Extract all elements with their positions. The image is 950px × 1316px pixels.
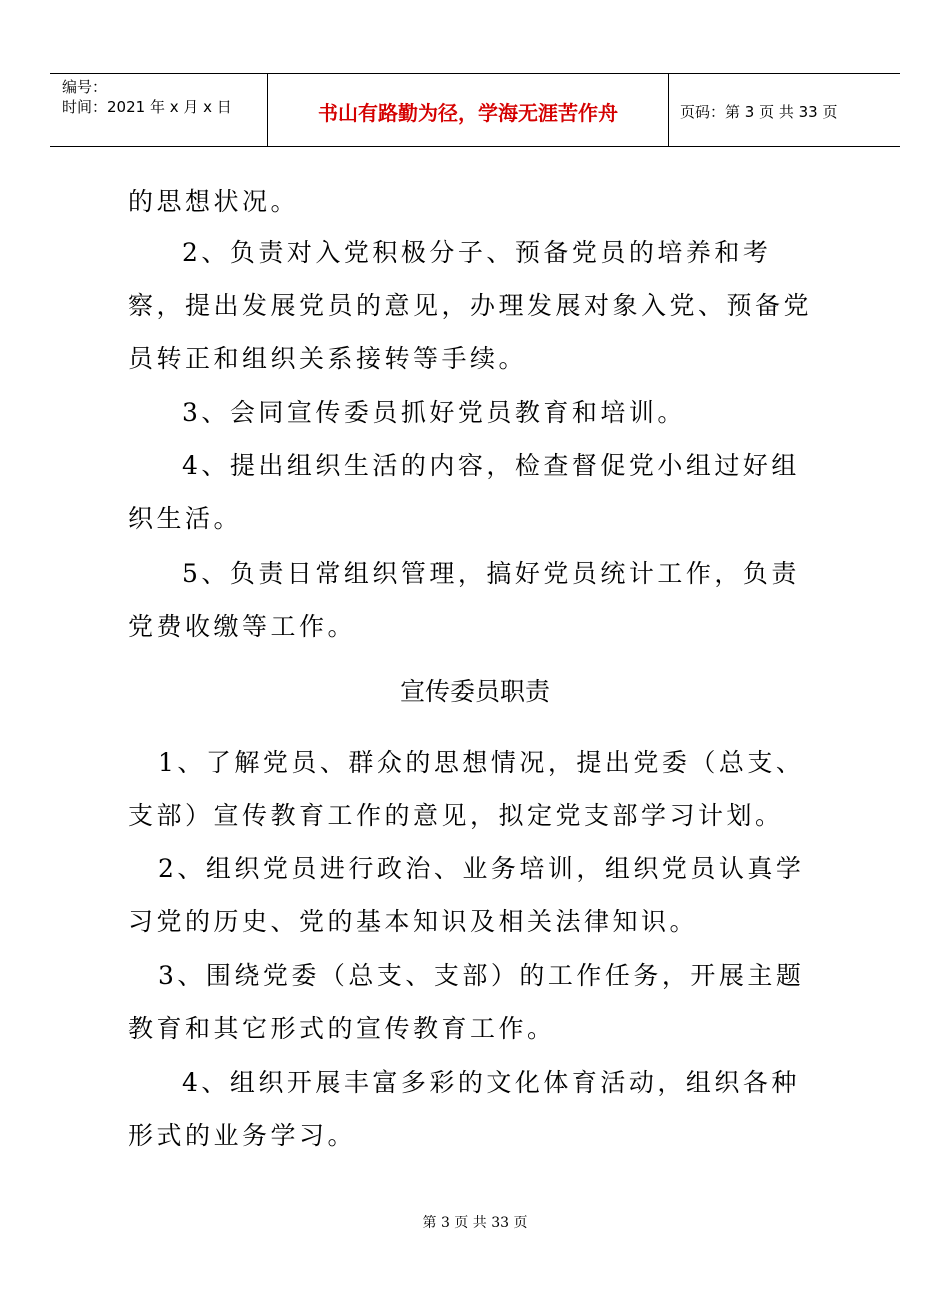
- page-footer: 第 3 页 共 33 页: [422, 1215, 528, 1231]
- section-paragraph-2: 2、组织党员进行政治、业务培训，组织党员认真学习党的历史、党的基本知识及相关法律知识。: [128, 854, 805, 936]
- paragraph-item-4: 4、提出组织生活的内容，检查督促党小组过好组织生活。: [128, 451, 800, 533]
- document-code-label: 编号：: [62, 78, 108, 96]
- document-time-label: 时间：2021 年 x 月 x 日: [62, 98, 232, 116]
- paragraph-continuation: 的思想状况。: [128, 187, 300, 216]
- header-meta: [62, 77, 232, 117]
- paragraph-item-5: 5、负责日常组织管理，搞好党员统计工作，负责党费收缴等工作。: [128, 559, 800, 641]
- header-bottom-rule: [50, 146, 900, 147]
- header-page-number: 页码：第 3 页 共 33 页: [680, 103, 838, 121]
- section-paragraph-4: 4、组织开展丰富多彩的文化体育活动，组织各种形式的业务学习。: [128, 1068, 800, 1150]
- section-paragraph-3: 3、围绕党委（总支、支部）的工作任务，开展主题教育和其它形式的宣传教育工作。: [128, 961, 805, 1043]
- header-motto: 书山有路勤为径，学海无涯苦作舟: [318, 101, 618, 125]
- section-paragraph-1: 1、了解党员、群众的思想情况，提出党委（总支、支部）宣传教育工作的意见，拟定党支部学习计划。: [128, 748, 805, 830]
- header-top-rule: [50, 73, 900, 74]
- paragraph-item-3: 3、会同宣传委员抓好党员教育和培训。: [182, 398, 686, 427]
- header-divider-right: [668, 74, 669, 146]
- section-title: 宣传委员职责: [399, 677, 550, 706]
- paragraph-item-2: 2、负责对入党积极分子、预备党员的培养和考察，提出发展党员的意见，办理发展对象入党、预备党员转正和组织关系接转等手续。: [128, 238, 813, 373]
